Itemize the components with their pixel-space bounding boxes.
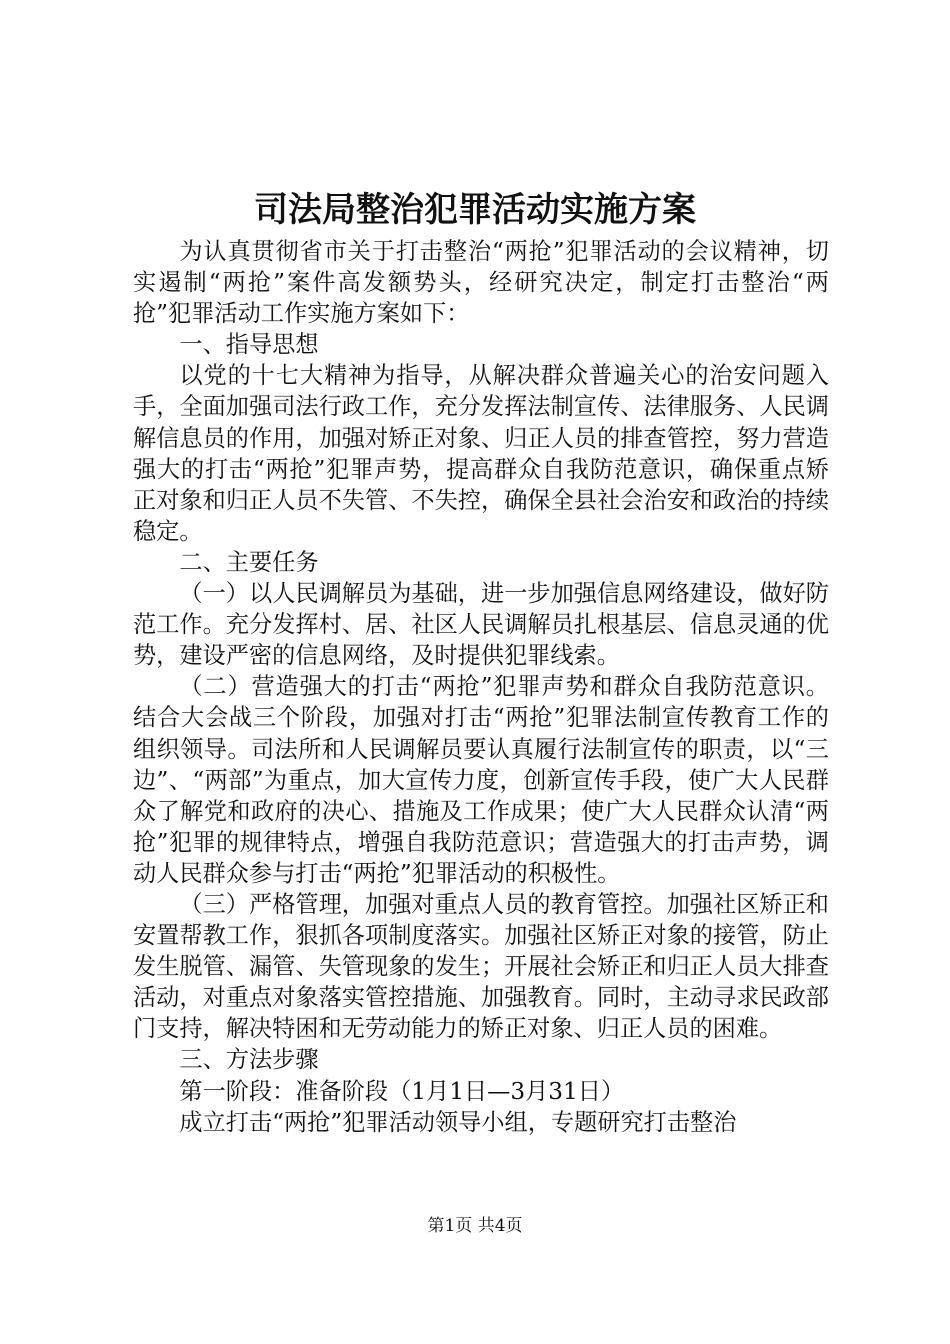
document-body: [133, 236, 829, 1138]
section-heading-method-steps: 三、方法步骤: [179, 1046, 319, 1074]
document-title: 司法局整治犯罪活动实施方案: [254, 190, 696, 230]
page-number-footer: 第1页 共4页: [427, 1216, 523, 1236]
section-heading-guiding-ideology: 一、指导思想: [179, 331, 319, 359]
phase-one-paragraph: 成立打击“两抢”犯罪活动领导小组，专题研究打击整治: [179, 1108, 737, 1136]
section-heading-main-tasks: 二、主要任务: [179, 548, 319, 576]
task-two-paragraph: （二）营造强大的打击“两抢”犯罪声势和群众自我防范意识。结合大会战三个阶段，加强对打击“两抢”犯罪法制宣传教育工作的组织领导。司法所和人民调解员要认真履行法制宣传的职责，以“三边”、“两部”为重点，加大宣传力度，创新宣传手段，使广大人民群众了解党和政府的决心、措施及工作成果；使广大人民群众认清“两抢”犯罪的规律特点，增强自我防范意识；营造强大的打击声势，调动人民群众参与打击“两抢”犯罪活动的积极性。: [133, 673, 829, 887]
guiding-ideology-paragraph: 以党的十七大精神为指导，从解决群众普遍关心的治安问题入手，全面加强司法行政工作，充分发挥法制宣传、法律服务、人民调解信息员的作用，加强对矫正对象、归正人员的排查管控，努力营造强大的打击“两抢”犯罪声势，提高群众自我防范意识，确保重点矫正对象和归正人员不失管、不失控，确保全县社会治安和政治的持续稳定。: [133, 362, 829, 545]
phase-one-heading: 第一阶段：准备阶段（1月1日—3月31日）: [179, 1077, 625, 1105]
task-three-paragraph: （三）严格管理，加强对重点人员的教育管控。加强社区矫正和安置帮教工作，狠抓各项制度落实。加强社区矫正对象的接管，防止发生脱管、漏管、失管现象的发生；开展社会矫正和归正人员大排查活动，对重点对象落实管控措施、加强教育。同时，主动寻求民政部门支持，解决特困和无劳动能力的矫正对象、归正人员的困难。: [133, 890, 829, 1043]
task-one-paragraph: （一）以人民调解员为基础，进一步加强信息网络建设，做好防范工作。充分发挥村、居、社区人民调解员扎根基层、信息灵通的优势，建设严密的信息网络，及时提供犯罪线索。: [133, 580, 829, 670]
intro-paragraph: 为认真贯彻省市关于打击整治“两抢”犯罪活动的会议精神，切实遏制“两抢”案件高发额势头，经研究决定，制定打击整治“两抢”犯罪活动工作实施方案如下：: [133, 238, 829, 328]
